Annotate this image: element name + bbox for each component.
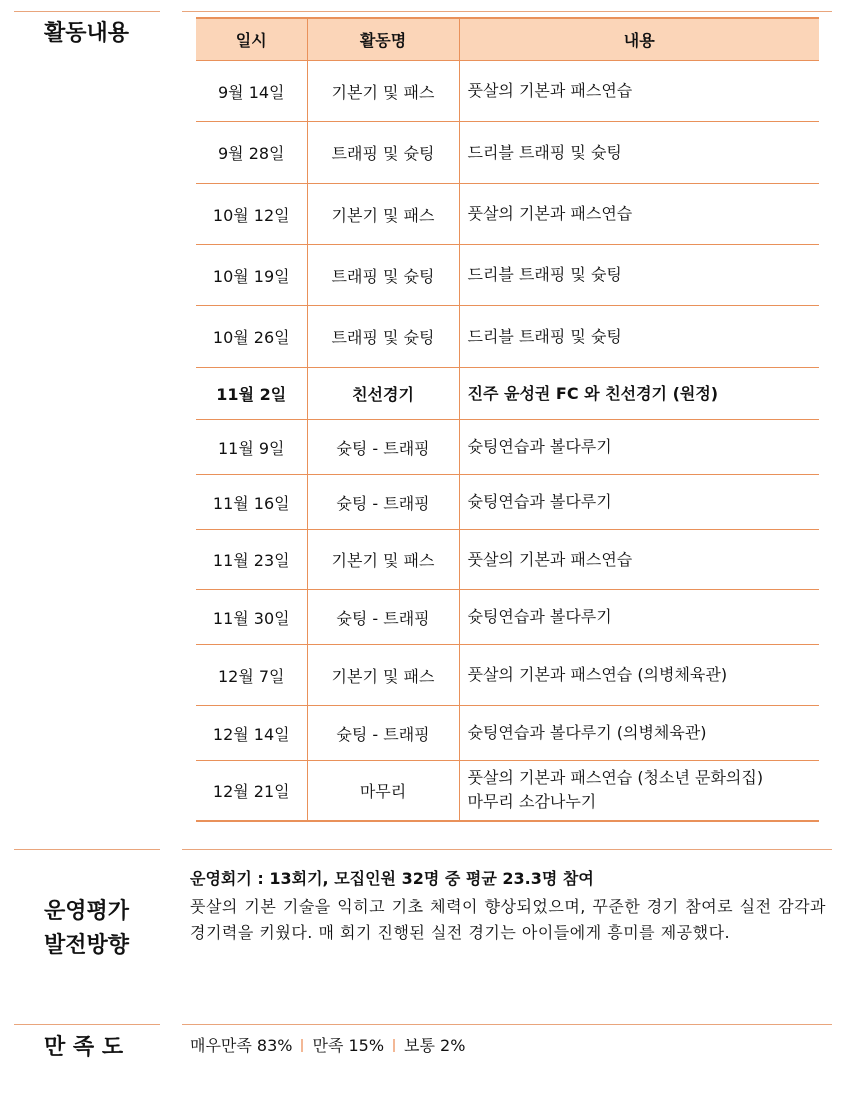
cell-date: 11월 30일 [196, 590, 307, 645]
top-rule-left [14, 11, 160, 12]
cell-activity-name: 기본기 및 패스 [307, 645, 459, 706]
cell-date: 10월 12일 [196, 184, 307, 245]
table-row [196, 530, 819, 590]
cell-date: 11월 23일 [196, 530, 307, 590]
cell-date: 11월 2일 [196, 368, 307, 420]
activity-table [196, 17, 819, 822]
cell-content-line: 드리블 트래핑 및 슛팅 [467, 265, 622, 284]
cell-activity-name: 트래핑 및 슛팅 [307, 122, 459, 184]
cell-content-line: 슛팅연습과 볼다루기 [467, 607, 612, 626]
cell-content [459, 530, 819, 590]
cell-content-line: 슛팅연습과 볼다루기 [467, 437, 612, 456]
evaluation-body: 풋살의 기본 기술을 익히고 기초 체력이 향상되었으며, 꾸준한 경기 참여로 실전 감각과 경기력을 키웠다. 매 회기 진행된 실전 경기는 아이들에게 흥미를 제공했다. [190, 897, 826, 942]
table-row [196, 122, 819, 184]
table-row [196, 245, 819, 306]
cell-date: 9월 28일 [196, 122, 307, 184]
cell-activity-name: 친선경기 [307, 368, 459, 420]
cell-date: 11월 16일 [196, 475, 307, 530]
cell-activity-name: 기본기 및 패스 [307, 530, 459, 590]
cell-activity-name: 기본기 및 패스 [307, 61, 459, 122]
cell-activity-name: 마무리 [307, 761, 459, 821]
table-row [196, 645, 819, 706]
cell-content-line: 풋살의 기본과 패스연습 [467, 549, 633, 569]
table-row [196, 368, 819, 420]
cell-activity-name: 기본기 및 패스 [307, 184, 459, 245]
evaluation-text [190, 866, 826, 946]
eval-rule-right [182, 849, 832, 850]
header-activity-name: 활동명 [307, 18, 459, 61]
top-rule-right [182, 11, 832, 12]
cell-content [459, 122, 819, 184]
cell-date: 11월 9일 [196, 420, 307, 475]
table-row [196, 184, 819, 245]
evaluation-headline: 운영회기 : 13회기, 모집인원 32명 중 평균 23.3명 참여 [190, 869, 594, 888]
section-label-evaluation [44, 895, 129, 963]
satisfaction-values [190, 1033, 465, 1056]
cell-content-line: 풋살의 기본과 패스연습 [467, 204, 633, 223]
table-row [196, 306, 819, 368]
cell-content [459, 761, 819, 821]
cell-content [459, 245, 819, 306]
section-label-evaluation-line2: 발전방향 [44, 933, 130, 958]
table-row [196, 61, 819, 122]
cell-date: 10월 26일 [196, 306, 307, 368]
cell-activity-name: 트래핑 및 슛팅 [307, 306, 459, 368]
section-label-activity: 활동내용 [44, 21, 130, 46]
eval-rule-left [14, 849, 160, 850]
cell-content-line: 드리블 트래핑 및 슛팅 [467, 142, 622, 162]
table-row [196, 475, 819, 530]
cell-content-line: 슛팅연습과 볼다루기 (의병체육관) [467, 723, 707, 742]
cell-content [459, 184, 819, 245]
cell-activity-name: 슛팅 - 트래핑 [307, 420, 459, 475]
section-label-satisfaction: 만 족 도 [44, 1035, 124, 1060]
cell-content-line: 풋살의 기본과 패스연습 [467, 81, 633, 100]
table-row [196, 590, 819, 645]
cell-content-line: 드리블 트래핑 및 슛팅 [467, 326, 622, 346]
cell-content [459, 368, 819, 420]
cell-activity-name: 슛팅 - 트래핑 [307, 475, 459, 530]
table-header-row [196, 18, 819, 61]
cell-content-line: 마무리 소감나누기 [467, 792, 597, 812]
cell-date: 12월 21일 [196, 761, 307, 821]
cell-date: 12월 14일 [196, 706, 307, 761]
cell-content [459, 420, 819, 475]
table-row [196, 761, 819, 821]
cell-content-line: 풋살의 기본과 패스연습 (의병체육관) [467, 665, 728, 684]
cell-content-line: 슛팅연습과 볼다루기 [467, 492, 612, 511]
cell-content-line: 진주 윤성권 FC 와 친선경기 (원정) [467, 383, 719, 403]
cell-activity-name: 슛팅 - 트래핑 [307, 706, 459, 761]
satisfaction-neutral: 보통 2% [404, 1036, 466, 1055]
separator-bar [393, 1039, 395, 1052]
cell-content [459, 590, 819, 645]
cell-content-line: 풋살의 기본과 패스연습 (청소년 문화의집) [467, 768, 764, 788]
cell-date: 9월 14일 [196, 61, 307, 122]
cell-content [459, 306, 819, 368]
cell-content [459, 706, 819, 761]
cell-activity-name: 슛팅 - 트래핑 [307, 590, 459, 645]
table-row [196, 420, 819, 475]
cell-content [459, 645, 819, 706]
cell-activity-name: 트래핑 및 슛팅 [307, 245, 459, 306]
satisfaction-very-satisfied: 매우만족 83% [190, 1036, 293, 1055]
cell-content [459, 61, 819, 122]
cell-date: 12월 7일 [196, 645, 307, 706]
table-row [196, 706, 819, 761]
header-date: 일시 [196, 18, 307, 61]
sat-rule-right [182, 1024, 832, 1025]
cell-date: 10월 19일 [196, 245, 307, 306]
sat-rule-left [14, 1024, 160, 1025]
separator-bar [301, 1039, 303, 1052]
header-content: 내용 [459, 18, 819, 61]
section-label-evaluation-line1: 운영평가 [44, 899, 130, 924]
satisfaction-satisfied: 만족 15% [312, 1036, 385, 1055]
cell-content [459, 475, 819, 530]
